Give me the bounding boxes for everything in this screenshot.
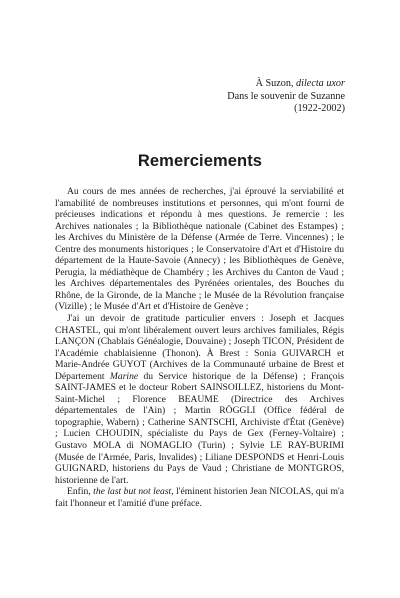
paragraph-3-text-a: Enfin, bbox=[67, 486, 94, 498]
dedication-line-1-italic: dilecta uxor bbox=[296, 78, 345, 89]
paragraph-3-italic: the last but not least bbox=[93, 486, 172, 498]
paragraph-2 bbox=[55, 313, 344, 486]
acknowledgements-body bbox=[55, 186, 344, 509]
paragraph-3-text-b: , l'éminent historien Jean NICOLAS, qui m'a fait l'honneur et l'amitié d'une préface. bbox=[55, 486, 344, 509]
page-title: Remerciements bbox=[137, 152, 263, 170]
dedication-line-2: Dans le souvenir de Suzanne bbox=[227, 90, 345, 102]
dedication bbox=[125, 78, 345, 116]
paragraph-2-text-b: du Service historique de la Défense) ; François SAINT-JAMES et le docteur Robert SAINSOILLEZ, historiens du Mont-Saint-Michel ; Florence BEAUME (Directrice des Archives départementales de l'Ain) ; Martin RÖGGLI (Office fédéral de topographie, Wabern) ; Catherine SANTSCHI, Archiviste d'État (Genève) ; Lucien CHOUDIN, spécialiste du Pays de Gex (Ferney-Voltaire) ; Gustavo MOLA di NOMAGLIO (Turin) ; Sylvie LE RAY-BURIMI (Musée de l'Armée, Paris, Invalides) ; Liliane DESPONDS et Henri-Louis GUIGNARD, historiens du Pays de Vaud ; Christiane de MONTGROS, historienne de l'art. bbox=[55, 370, 344, 486]
dedication-line-1 bbox=[125, 78, 345, 91]
paragraph-1: Au cours de mes années de recherches, j'ai éprouvé la serviabilité et l'amabilité de nombreuses institutions et personnes, qui m'ont fourni de précieuses indications et répondu à mes questions. Je remercie : les Archives nationales ; la Bibliothèque nationale (Cabinet des Estampes) ; les Archives du Ministère de la Défense (Armée de Terre. Vincennes) ; le Centre des monuments historiques ; le Conservatoire d'Art et d'Histoire du département de la Haute-Savoie (Annecy) ; les Bibliothèques de Genève, Perugia, la médiathèque de Chambéry ; les Archives du Canton de Vaud ; les Archives départementales des Pyrénées orientales, des Bouches du Rhône, de la Gironde, de la Manche ; le Musée de la Révolution française (Vizille) ; le Musée d'Art et d'Histoire de Genève ; bbox=[55, 186, 344, 313]
paragraph-3 bbox=[55, 486, 344, 509]
dedication-line-3: (1922-2002) bbox=[294, 103, 345, 115]
dedication-line-1-text: À Suzon, bbox=[255, 78, 297, 89]
paragraph-2-text-a: J'ai un devoir de gratitude particulier envers : Joseph et Jacques CHASTEL, qui m'ont libéralement ouvert leurs archives familiales, Régis LANÇON (Chablais Généalogie, Douvaine) ; Joseph TICON, Président de l'Académie chablaisienne (Thonon). À Brest : Sonia GUIVARCH et Marie-Andrée GUYOT (Archives de la Communauté urbaine de Brest et Département bbox=[55, 313, 344, 382]
paragraph-2-italic: Marine bbox=[109, 370, 139, 382]
